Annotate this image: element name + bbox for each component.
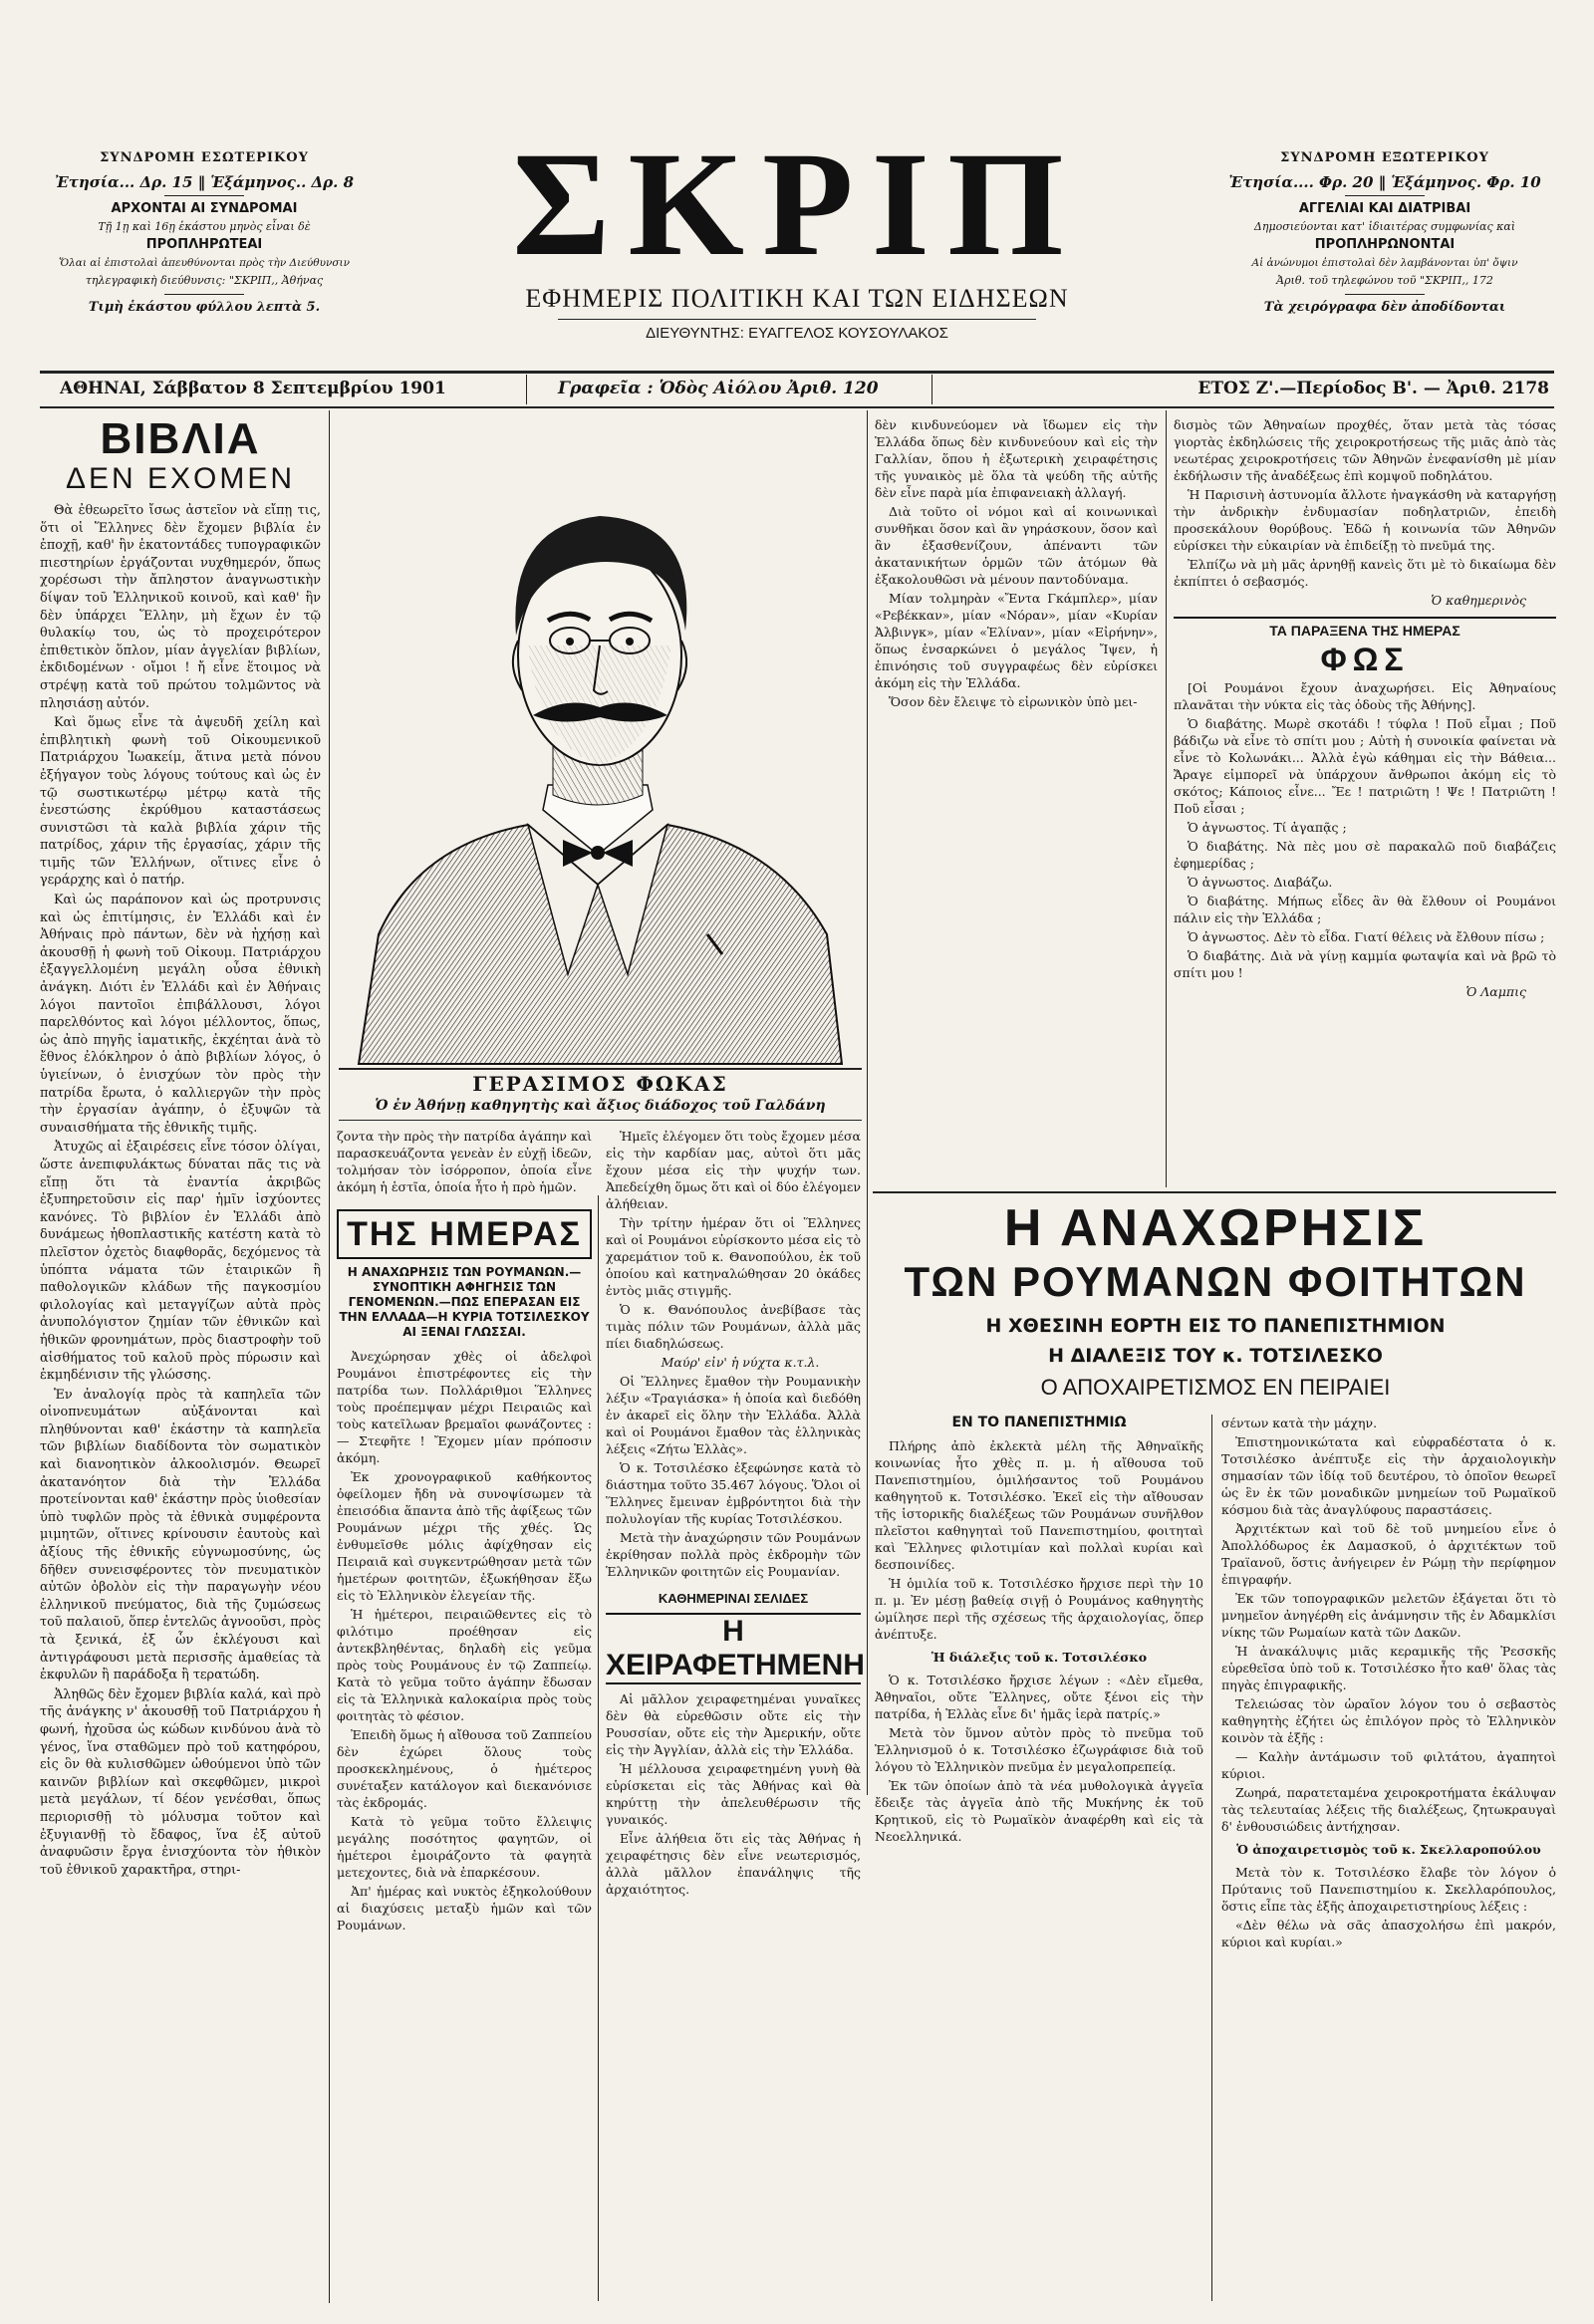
emancipation-paragraph: δὲν κινδυνεύομεν νὰ ἴδωμεν εἰς τὴν Ἑλλάδα ὅπως δὲν κινδυνεύουν καὶ εἰς τὴν Γαλλίαν, ὅπου ἡ ἐξωτερικὴ χειραφέτησις τῆς γυναικὸς μὲ ὅλα τὰ ψεύδη τῆς αὐτῆς δὲν εἶνε παρὰ μία ἐπιφανειακὴ ἀλλαγή. [875,417,1158,500]
column3-paragraph: Ὁ κ. Θανόπουλος ἀνεβίβασε τὰς τιμὰς πόλιν τῶν Ρουμάνων, ἀλλὰ μᾶς πίει διαδηλώσεως. [606,1302,861,1351]
column3-verse: Μαύρ' εἰν' ἡ νύχτα κ.τ.λ. [661,1355,820,1370]
books-paragraph: Καὶ ὅμως εἶνε τὰ ἀψευδῆ χείλη καὶ ἐπιβλητικὴ φωνὴ τοῦ Οἰκουμενικοῦ Πατριάρχου Ἰωακείμ, ἅτινα μετὰ πόνου ἐξήγαγον τοὺς λόγους τούτους καὶ ὡς ἐν τῷ σωστικωτέρῳ μέτρῳ κατὰ τῆς ἐνεστώσης ἐκρύθμου καταστάσεως συνιστῶσι τὰ καλὰ βιβλία χάριν τῆς πατρίδος, χάριν τῆς ἐργασίας, χάριν τῆς τιμῆς τῶν Ἑλλήνων, οἵτινες εἶνε ὁ γεράρχης καὶ ὁ πατήρ. [40,715,321,889]
column3-paragraph: Μετὰ τὴν ἀναχώρησιν τῶν Ρουμάνων ἐκρίθησαν πολλὰ πρὸς ἐκδρομὴν τῶν Ἑλληνικῶν φοιτητῶν εἰς Ρουμανίαν. [606,1530,861,1579]
of-the-day-paragraph: Ἀνεχώρησαν χθὲς οἱ ἀδελφοὶ Ρουμάνοι ἐπιστρέφοντες εἰς τὴν πατρίδα των. Πολλάριθμοι Ἕλληνες τοὺς προέπεμψαν μέχρι Πειραιῶς καὶ τοὺς κατεῖλωαν βρεμαῖοι φωνάζοντες : — Στεφῆτε ! Ἔχομεν μίαν πρόποσιν ἀκόμη. [337,1349,592,1465]
emancipated-paragraph: Ἡ μέλλουσα χειραφετημένη γυνὴ θὰ εὑρίσκεται εἰς τὰς Ἀθήνας καὶ θὰ κηρύττῃ τὴν ἀπελευθέρωσιν τῆς γυναικός. [606,1761,861,1827]
feature-sub-1: Η ΧΘΕΣΙΝΗ ΕΟΡΤΗ ΕΙΣ ΤΟ ΠΑΝΕΠΙΣΤΗΜΙΟΝ [985,1315,1446,1337]
column2-lower [337,1128,592,2303]
column4-upper [1174,416,1556,1188]
right-box-line8: Τὰ χειρόγραφα δὲν ἀποδίδονται [1263,300,1506,315]
dateline-issue: ΕΤΟΣ Ζ'.—Περίοδος Β'. — Ἀριθ. 2178 [1197,379,1549,398]
feature-sub-3: Ο ΑΠΟΧΑΙΡΕΤΙΣΜΟΣ ΕΝ ΠΕΙΡΑΙΕΙ [1040,1375,1391,1400]
feature-paragraph: Ἐπιστημονικώτατα καὶ εὐφραδέστατα ὁ κ. Τοτσιλέσκο ἀνέπτυξε εἰς τὴν ἀρχαιολογικὴν σημασίαν τῶν ἰδίᾳ τοῦ δευτέρου, τὸ ὁποῖον θεωρεῖ ὡς ἓν ἐκ τῶν μοναδικῶν μνημείων τοῦ Ρωμαϊκοῦ κόσμου διὰ τὰς ἀναγλύφους παραστάσεις. [1221,1434,1556,1517]
books-paragraph: Καὶ ὡς παράπονον καὶ ὡς προτρυνσις καὶ ὡς ἐπιτίμησις, ἐν Ἑλλάδι καὶ ἐν Ἀθήναις πρὸ πάντων, δὲν νὰ ἠχήσῃ καὶ ἀκουσθῇ ἡ φωνὴ τοῦ Οἰκουμ. Πατριάρχου ἐξαγγελλομένη μεγάλη οὖσα ἐθνικὴ ἀνάγκη. Διότι ἐν Ἑλλάδι καὶ ἐν Ἀθήναις λόγοι παντοῖοι ἐπιβάλλουσι, λόγοι παρελθόντος καὶ λόγοι μέλλοντος, ὅπως, ὡς ἀπὸ πηγῆς ἰαματικῆς, ἐκχέηται ἀνὰ τὸ ἔθνος ἐλόκληρον ὁ ἀπὸ βιβλίων λόγος, ὁ ὑγιείνων, ὁ ἐνισχύων τὸν πρὸς τὴν πατρίδα ἔρωτα, ὁ καλλιεργῶν τὴν πρὸς τὴν ἐργασίαν ἀγάπην, ὁ ἐξυψῶν τὰ συναισθήματα τῆς ἐθνικῆς τιμῆς. [40,893,321,1136]
feature-paragraph: Μετὰ τὸν ὕμνον αὐτὸν πρὸς τὸ πνεῦμα τοῦ Ἑλληνισμοῦ ὁ κ. Τοτσιλέσκο ἐζωγράφισε διὰ τοῦ λόγου τὸ Ἑλληνικὸν πνεῦμα ἐν μεγαλοπρεπείᾳ. [875,1725,1203,1774]
feature-paragraph: Ὁ κ. Τοτσιλέσκο ἤρχισε λέγων : «Δὲν εἴμεθα, Ἀθηναῖοι, οὔτε Ἕλληνες, οὔτε ξένοι εἰς τὴν πατρίδα, ἡ Ἑλλὰς εἶνε δι' ἡμᾶς ἱερὰ πατρίς.» [875,1673,1203,1721]
lecture-subhead: Ἡ διάλεξις τοῦ κ. Τοτσιλέσκο [930,1650,1148,1665]
of-the-day-paragraph: Κατὰ τὸ γεῦμα τοῦτο ἔλλειψις μεγάλης ποσότητος φαγητῶν, οἱ ἡμέτεροι ἐμοιράζοντο τὰ φαγητὰ μετεχοντες, διὰ νὰ ἐπαρκέσουν. [337,1814,592,1880]
left-box-line7: τηλεγραφικὴ διεύθυνσις: "ΣΚΡΙΠ,, Ἀθήνας [85,274,324,287]
feature-headline-2: ΤΩΝ ΡΟΥΜΑΝΩΝ ΦΟΙΤΗΤΩΝ [904,1258,1527,1305]
of-the-day-paragraph: Ἐκ χρονογραφικοῦ καθήκοντος ὀφείλομεν ἤδη νὰ συνοψίσωμεν τὰ ἐπεισόδια ἅπαντα ἀπὸ τῆς ἀφίξεως τῶν Ρουμάνων μέχρι τῆς χθές. Ὡς ἐνθυμεῖσθε μόλις ἀφίχθησαν εἰς Πειραιᾶ καὶ συγκεντρώθησαν μετὰ τῶν ἡμετέρων φοιτητῶν, ἐξωκήθησαν ἔξω εἰς τὸ Ἐλληνικὸν ἐλεγείαν τῆς. [337,1469,592,1603]
emancipation-paragraph: Ὅσον δὲν ἔλειψε τὸ εἰρωνικὸν ὑπὸ μει- [889,694,1138,709]
books-paragraph: Ἐν ἀναλογίᾳ πρὸς τὰ καπηλεῖα τῶν οἰνοπνευμάτων αὐξάνονται καὶ πληθύνονται καθ' ἑκάστην τὰ καπηλεῖα τῶν βιβλίων διαδίδοντα τὸν σωματικὸν καὶ διανοητικὸν ἀλκοολισμόν. Θεωρεῖ ἀκατανόητον διὰ τὴν Ἑλλάδα προτείνονται καθ' ἑκάστην πρὸς ὑιοθεσίαν ὑπὸ τυφλῶν πρὸς τὰ ἐθνικὰ συμφέροντα μιμητῶν, οἵτινες κρίνουσιν ἑαυτοὺς καὶ ἀξίους τῆς ἐθνικῆς εὐγνωμοσύνης, ὡς δῆθεν συνεισφέροντες τὸν πνευματικὸν αὐτῶν ὀβολὸν εἰς τὴν παραγωγὴν νέου ἑλληνικοῦ πνεύματος, διὰ τῆς ζυμώσεως τοῦ παλαιοῦ, ὅπερ ἐντελῶς ἀγνοοῦσι, πρὸς τὰ ξενικά, ἐξ ὧν ἐκλέγουσι καὶ ἀντιγράφουσι μετὰ περισσῆς ἀμαθείας τὰ ἐκφυλῶν ἢ παράδοξα ἢ τερατώδη. [40,1387,321,1683]
feature-paragraph: Μετὰ τὸν κ. Τοτσιλέσκο ἔλαβε τὸν λόγον ὁ Πρύτανις τοῦ Πανεπιστημίου κ. Σκελλαρόπουλος, ὅστις εἶπε τὰς ἑξῆς ἀποχαιρετιστηρίους λέξεις : [1221,1865,1556,1914]
article-books [40,416,321,2305]
books-headline-2: ΔΕΝ ΕΧΟΜΕΝ [65,462,296,495]
of-the-day-paragraph: Ἡ ἡμέτεροι, πειραιῶθεντες εἰς τὸ φιλότιμο προέθησαν εἰς ἀντεκβληθέντας, δηλαδὴ εἰς γεῦμα πρὸς τοὺς Ρουμάνους ἐν τῷ Ζαππείῳ. Κατὰ τὸ γεῦμα τοῦτο ἀγάπην ἔδωσαν εἰς τὰ Ἑλληνικὰ καλοκαίρια πρὸς τοὺς φοιτητὰς τὸ φέσιον. [337,1607,592,1723]
light-paragraph: Ὁ διαβάτης. Μήπως εἶδες ἂν θὰ ἔλθουν οἱ Ρουμάνοι πάλιν εἰς τὴν Ἑλλάδα ; [1174,894,1556,925]
masthead-director: ΔΙΕΥΘΥΝΤΗΣ: ΕΥΑΓΓΕΛΟΣ ΚΟΥΣΟΥΛΑΚΟΣ [646,325,948,342]
light-paragraph: Ὁ ἀγνωστος. Δὲν τὸ εἶδα. Γιατί θέλεις νὰ ἔλθουν πίσω ; [1188,929,1545,944]
feature-paragraph: Ἡ ὁμιλία τοῦ κ. Τοτσιλέσκο ἤρχισε περὶ τὴν 10 π. μ. Ἐν μέσῃ βαθείᾳ σιγῇ ὁ Ρουμάνος καθηγητὴς ὡμίλησε περὶ τῆς σχέσεως τῆς ἀρχαιολογίας, ὅπερ ἀνέπτυξε. [875,1576,1203,1642]
oddities-section: ΤΑ ΠΑΡΑΞΕΝΑ ΤΗΣ ΗΜΕΡΑΣ [1269,623,1461,639]
right-box-line2: Ἐτησία.... Φρ. 20 ‖ Ἑξάμηνος. Φρ. 10 [1228,173,1541,191]
feature-paragraph: Τελειώσας τὸν ὡραῖον λόγον του ὁ σεβαστὸς καθηγητὴς ἐζήτει ὡς ἐπιλόγον πρὸς τὸ Ἑλληνικὸν κοινὸν τὰ ἑξῆς : [1221,1696,1556,1745]
of-the-day-heads: Η ΑΝΑΧΩΡΗΣΙΣ ΤΩΝ ΡΟΥΜΑΝΩΝ.—ΣΥΝΟΠΤΙΚΗ ΑΦΗΓΗΣΙΣ ΤΩΝ ΓΕΝΟΜΕΝΩΝ.—ΠΩΣ ΕΠΕΡΑΣΑΝ ΕΙΣ ΤΗΝ ΕΛΛΑΔΑ—Η ΚΥΡΙΑ ΤΟΤΣΙΛΕΣΚΟΥ ΑΙ ΞΕΝΑΙ ΓΛΩΣΣΑΙ. [339,1265,590,1339]
dateline-date: ΑΘΗΝΑΙ, Σάββατον 8 Σεπτεμβρίου 1901 [60,379,446,398]
intro-paragraph: ζοντα τὴν πρὸς τὴν πατρίδα ἀγάπην καὶ παρασκευάζοντα γενεὰν ἐν εὐχῇ ἰδεῶν, τολμήσαν τὸν ἰσόρροπον, ὁποία εἶνε ἀκόμη ἡ ἑστῖα, ὁποία ἦτο ἡ πρὸ ἡμῶν. [337,1129,592,1194]
daily-pages-section: ΚΑΘΗΜΕΡΙΝΑΙ ΣΕΛΙΔΕΣ [658,1591,809,1606]
left-box-line3: ΑΡΧΟΝΤΑΙ ΑΙ ΣΥΝΔΡΟΜΑΙ [111,201,298,216]
left-box-line8: Τιμὴ ἑκάστου φύλλου λεπτὰ 5. [88,300,321,315]
column3-lower [606,1128,865,1897]
column4-signature: Ὁ καθημερινὸς [1431,593,1526,608]
column4-paragraph: Ἐλπίζω νὰ μὴ μᾶς ἀρνηθῇ κανεὶς ὅτι μὲ τὸ δικαίωμα δὲν ἐκπίπτει ὁ σεβασμός. [1174,557,1556,589]
of-the-day-paragraph: Ἐπειδὴ ὅμως ἡ αἴθουσα τοῦ Ζαππείου δὲν ἐχώρει ὅλους τοὺς προσκεκλημένους, ὁ ἡμέτερος συνέταξεν κατάλογον καὶ διεκανόνισε τὰς ἐκδρομάς. [337,1727,592,1810]
feature-paragraph: — Καλὴν ἀντάμωσιν τοῦ φιλτάτου, ἀγαπητοὶ κύριοι. [1221,1749,1556,1781]
right-box-line4: Δημοσιεύονται κατ' ἰδιαιτέρας συμφωνίας καὶ [1253,220,1516,233]
column3-paragraph: Οἱ Ἕλληνες ἔμαθον τὴν Ρουμανικὴν λέξιν «Τραγιάσκα» ἡ ὁποία καὶ διεδόθη ἐν ἀκαρεῖ εἰς ὅλην τὴν Ἑλλάδα. Ἀλλὰ καὶ οἱ Ρουμάνοι ἔμαθον τὰς ἑλληνικὰς λέξεις «Ζήτω Ἑλλὰς». [606,1374,861,1456]
right-box-line1: ΣΥΝΔΡΟΜΗ ΕΞΩΤΕΡΙΚΟΥ [1280,150,1489,165]
of-the-day-title: ΤΗΣ ΗΜΕΡΑΣ [347,1215,582,1253]
feature-sub-2: Η ΔΙΑΛΕΞΙΣ ΤΟΥ κ. ΤΟΤΣΙΛΕΣΚΟ [1048,1345,1383,1367]
column3-upper [875,416,1158,1183]
farewell-subhead: Ὁ ἀποχαιρετισμὸς τοῦ κ. Σκελλαροπούλου [1236,1842,1541,1857]
light-paragraph: [Οἱ Ρουμάνοι ἔχουν ἀναχωρήσει. Εἰς Ἀθηναίους πλανᾶται τὴν νύκτα εἰς τὰς ὁδοὺς τῆς Ἀθήνης]. [1174,680,1556,712]
university-subhead: ΕΝ ΤΟ ΠΑΝΕΠΙΣΤΗΜΙΩ [951,1415,1127,1430]
column3-paragraph: Ὁ κ. Τοτσιλέσκο ἐξεφώνησε κατὰ τὸ διάστημα τοῦτο 35.467 λόγους. Ὅλοι οἱ Ἕλληνες ἔμειναν ἐμβρόντητοι διὰ τὴν πολυλογίαν τῆς κυρίας Τοτσιλέσκου. [606,1460,861,1526]
light-paragraph: Ὁ διαβάτης. Διὰ νὰ γίνῃ καμμία φωταψία καὶ νὰ βρῶ τὸ σπίτι μου ! [1174,948,1556,980]
left-subscription-box [40,149,369,317]
emancipated-paragraph: Αἱ μᾶλλον χειραφετημέναι γυναῖκες δὲν θὰ εὑρεθῶσιν οὔτε εἰς τὴν Ρουσσίαν, οὔτε εἰς τὴν Ἀμερικήν, οὔτε εἰς τὴν Ἀγγλίαν, ἀλλὰ εἰς τὴν Ἑλλάδα. [606,1691,861,1757]
portrait-caption: Ὁ ἐν Ἀθήνῃ καθηγητὴς καὶ ἄξιος διάδοχος τοῦ Γαλδάνη [375,1098,826,1114]
right-box-line5: ΠΡΟΠΛΗΡΩΝΟΝΤΑΙ [1314,237,1456,252]
light-paragraph: Ὁ διαβάτης. Νὰ πὲς μου σὲ παρακαλῶ ποῦ διαβάζεις ἐφημερίδας ; [1174,839,1556,871]
left-box-line4: Τῇ 1ῃ καὶ 16ῃ ἑκάστου μηνὸς εἶναι δὲ [98,220,311,233]
column3-paragraph: Τὴν τρίτην ἡμέραν ὅτι οἱ Ἕλληνες καὶ οἱ Ρουμάνοι εὑρίσκοντο μέσα εἰς τὸ χαρεμάτιον τοῦ κ. Θανοπούλου, ἐκ τοῦ ὁποίου καὶ κατηναλώθησαν 20 ὀκάδες ἐντὸς μιᾶς στιγμῆς. [606,1215,861,1298]
portrait-name: ΓΕΡΑΣΙΜΟΣ ΦΩΚΑΣ [472,1072,728,1096]
masthead-subtitle: ΕΦΗΜΕΡΙΣ ΠΟΛΙΤΙΚΗ ΚΑΙ ΤΩΝ ΕΙΔΗΣΕΩΝ [525,284,1069,313]
feature-paragraph: Ἀρχιτέκτων καὶ τοῦ δὲ τοῦ μνημείου εἶνε ὁ Ἀπολλόδωρος ἐκ Δαμασκοῦ, ὁ ἀρχιτέκτων τοῦ Τραϊανοῦ, ὅστις ἀνήγειρεν ἐν Ρώμῃ τὴν περίφημον ἐπιγραφήν. [1221,1521,1556,1587]
of-the-day-paragraph: Ἀπ' ἡμέρας καὶ νυκτὸς ἐξηκολούθουν αἱ διαχύσεις μεταξὺ ἡμῶν καὶ τῶν Ρουμάνων. [337,1884,592,1933]
feature-paragraph: Ἐκ τῶν ὁποίων ἀπὸ τὰ νέα μυθολογικὰ ἀγγεῖα ἔδειξε τὰς ἀγγεῖα ἀπὸ τῆς Μυκήνης ἐκ τοῦ Κρητικοῦ, εἰς τὸ Ρωμαϊκὸν ἀναφέρθη καὶ εἰς τὰ Νεοελληνικά. [875,1778,1203,1844]
left-box-line1: ΣΥΝΔΡΟΜΗ ΕΣΩΤΕΡΙΚΟΥ [100,150,309,165]
right-box-line3: ΑΓΓΕΛΙΑΙ ΚΑΙ ΔΙΑΤΡΙΒΑΙ [1298,201,1471,216]
column4-paragraph: Ἡ Παρισινὴ ἀστυνομία ἄλλοτε ἠναγκάσθη νὰ καταργήσῃ τὴν ἀνδρικὴν ἐνδυμασίαν ποδηλατριῶν, ἐπειδὴ προσεκάλουν θορύβους. Ἐδῶ ἡ κοινωνία τῶν Ἀθηνῶν εὑρίσκει τὴν εὐκαιρίαν νὰ ἐπιδείξῃ τὸ πνεῦμά της. [1174,487,1556,553]
feature-article [875,1199,1556,1403]
portrait-engraving [339,416,857,1064]
books-body [40,502,321,2305]
right-box-line6: Αἱ ἀνώνυμοι ἐπιστολαὶ δὲν λαμβάνονται ὑπ' ὄψιν [1251,257,1518,269]
left-box-line2: Ἐτησία... Δρ. 15 ‖ Ἑξάμηνος.. Δρ. 8 [54,173,355,191]
feature-right-column [1221,1415,1556,2301]
column3-paragraph: Ἡμεῖς ἐλέγομεν ὅτι τοὺς ἔχομεν μέσα εἰς τὴν καρδίαν μας, αὐτοὶ ὅτι μᾶς ἔχουν μέσα εἰς τὴν ψυχήν των. Ἀπεδείχθη ὅμως ὅτι καὶ οἱ δύο ἐλέγομεν ἀλήθειαν. [606,1129,861,1211]
books-headline-1: ΒΙΒΛΙΑ [100,414,261,463]
feature-paragraph: Ἐκ τῶν τοπογραφικῶν μελετῶν ἐξάγεται ὅτι τὸ μνημεῖον ἀνηγέρθη εἰς ἀνάμνησιν τῆς ἐν Ἀδαμκλίσι νίκης τῶν Ρωμαίων κατὰ τῶν Δακῶν. [1221,1591,1556,1640]
emancipation-paragraph: Διὰ τοῦτο οἱ νόμοι καὶ αἱ κοινωνικαὶ συνθῆκαι ὅσον καὶ ἂν γηράσκουν, ὅσον καὶ ἂν ἐξασθενίζουν, ἀπέναντι τῶν ἀκατανικήτων ὁρμῶν τῶν ἀτόμων θὰ ἐξακολουθῶσι νὰ μένουν παντοδύναμα. [875,504,1158,587]
portrait-illustration [339,416,857,1064]
books-paragraph: Θὰ ἐθεωρεῖτο ἴσως ἀστεῖον νὰ εἴπῃ τις, ὅτι οἱ Ἕλληνες δὲν ἔχομεν βιβλία ἐν ἐποχῇ, καθ' ἣν ἑκατοντάδες τυπογραφικῶν πιεστηρίων ἐργάζονται νυχθημερόν, ὅπως χορέσωσι τὴν ἄπληστον ἀναγνωστικὴν δίψαν τοῦ Ἑλληνικοῦ κοινοῦ, καὶ καθ' ἣν δὲν ὑπάρχει Ἕλλην, μὴ ἔχων ἐν τῷ θυλακίῳ του, ὡς τὸ προχειρότερον ἐπιθετικὸν ὅπλον, μίαν ἀγγελίαν βιβλίων, ἐκδιδομένων · οἴμοι ! ἤ εἶνε ἕτοιμος νὰ στρέψῃ κατὰ τοῦ πρώτου τολμῶντος νὰ πλησιάσῃ αὐτόν. [40,503,321,711]
light-paragraph: Ὁ διαβάτης. Μωρὲ σκοτάδι ! τύφλα ! Ποῦ εἶμαι ; Ποῦ βάδιζω νὰ εἶνε τὸ σπίτι μου ; Αὐτὴ ἡ συνοικία φαίνεται νὰ εἶνε τὸ Κολωνάκι... Ἀλλὰ ἐγὼ κάθημαι εἰς τὴν Βάθεια... Ἄραγε εἰμπορεῖ νὰ ὑπάρχουν ἄνθρωποι ἀκόμη εἰς τὸ σκότος; Κάποιος εἶνε... Ἔε ! πατριῶτη ! Ψε ! Πατριῶτη ! Ποῦ εἶσαι ; [1174,716,1556,816]
column4-paragraph: δισμὸς τῶν Ἀθηναίων προχθές, ὅταν μετὰ τὰς τόσας γιορτὰς ἐκδηλώσεις τῆς χειροκροτήσεως τῆς μιᾶς ἀπὸ τὰς νεωτέρας χειροκροτήσεις τῶν Ἀθηνῶν ἐνεφανίσθη μὲ μίαν ἐκδήλωσιν τῆς ἀναδέξεως ἐπὶ κομψοῦ ποδηλάτου. [1174,417,1556,483]
left-box-line6: Ὅλαι αἱ ἐπιστολαὶ ἀπευθύνονται πρὸς τὴν Διεύθυνσιν [58,257,351,269]
light-title: ΦΩΣ [1320,642,1410,677]
feature-paragraph: Ζωηρά, παρατεταμένα χειροκροτήματα ἐκάλυψαν τὰς τελευταίας λέξεις τῆς διαλέξεως, ζητωκραυγαὶ δ' ἐνθουσιώδεις ἀντήχησαν. [1221,1785,1556,1834]
feature-paragraph: σέντων κατὰ τὴν μάχην. [1221,1416,1378,1430]
feature-paragraph: Πλήρης ἀπὸ ἐκλεκτὰ μέλη τῆς Ἀθηναϊκῆς κοινωνίας ἦτο χθὲς π. μ. ἡ αἴθουσα τοῦ Πανεπιστημίου, ὁμιλήσαντος τοῦ Ρουμάνου καθηγητοῦ κ. Τοτσιλέσκο. Ἐκεῖ εἰς τὴν αἴθουσαν τῆς ἱστορικῆς διαλέξεως τῶν Ρουμάνων συνῆλθον πλεῖστοι καθηγηταὶ τοῦ Πανεπιστημίου, φοιτηταὶ καὶ Ἕλληνες φιλοτιμίαν καὶ πολλαὶ κυρίαι καὶ δεσποινίδες. [875,1438,1203,1572]
right-box-line7: Ἀριθ. τοῦ τηλεφώνου τοῦ "ΣΚΡΙΠ,, 172 [1276,274,1493,287]
books-paragraph: Ἀτυχῶς αἱ ἐξαιρέσεις εἶνε τόσον ὀλίγαι, ὥστε ἀνεπιφυλάκτως δύναται πᾶς τις νὰ εἴπῃ ὅτι τὰ ἐναντία ἀκριβῶς ἐξυπηρετοῦσιν εἰς παρ' ἡμῖν ἰσχύοντες κανόνες. Τὸ βιβλίον ἐν Ἑλλάδι ἀπὸ δυνάμεως ἠθοπλαστικῆς κατέστη κατὰ τὸ πλεῖστον ὀχετὸς διαφθορᾶς, δεχόμενος τὰ ὑπόπτα νάματα τῶν ἑταιρικῶν ἢ παθολογικῶν κλάδων τῆς παγκοσμίου φιλολογίας καὶ μεταγγίζων αὐτὰ πρὸς ἀνυπολόγιστον ζημίαν τῶν ἐθνικῶν καὶ ἠθικῶν φρονημάτων, πρὸς διαστροφὴν τοῦ αἰσθήματος τοῦ καλοῦ πρὸς πύρωσιν καὶ ἐκμηδένισιν τῆς γλώσσης. [40,1140,321,1384]
feature-paragraph: Ἡ ἀνακάλυψις μιᾶς κεραμικῆς τῆς Ῥεσσκῆς εὑρεθεῖσα ὑπὸ τοῦ κ. Τοτσιλέσκο ἦτο καθ' ὅλας τὰς πηγὰς ἐπιγραφικῆς. [1221,1644,1556,1692]
masthead-title-text: ΣΚΡΙΠ [512,122,1082,287]
light-signature: Ὁ Λαμπις [1465,984,1526,999]
books-paragraph: Ἀληθῶς δὲν ἔχομεν βιβλία καλά, καὶ πρὸ τῆς ἀνάγκης ν' ἀκουσθῇ τοῦ Πατριάρχου ἡ φωνή, ἠχοῦσα ὡς κώδων κινδύνου ἀνὰ τὸ γένος, ἵνα σταθῶμεν πρὸ τοῦ κατηφόρου, εἰς ὃν θὰ κυλισθῶμεν ὡθούμενοι ὑπὸ τῶν καινῶν βιβλίων καὶ σκεφθῶμεν, μικροὶ μετὰ μεγάλων, τί δέον γενέσθαι, ὅπως περιορισθῇ τὸ μόλυσμα τοῦτον καὶ ἐξυγιανθῇ τὸ ἔδαφος, ἵνα ἐξ αὐτοῦ ἀναφυῶσιν ἔργα ἐνισχύοντα τὸν ἠθικὸν τοῦ ἐθνικοῦ χαρακτῆρα, στηρι- [40,1686,321,1878]
dateline-office: Γραφεῖα : Ὁδὸς Αἰόλου Ἀριθ. 120 [558,379,879,398]
feature-headline-1: Η ΑΝΑΧΩΡΗΣΙΣ [1003,1199,1428,1257]
light-paragraph: Ὁ ἀγνωστος. Διαβάζω. [1188,875,1333,890]
masthead-title [408,122,1186,287]
light-paragraph: Ὁ ἀγνωστος. Τί ἀγαπᾷς ; [1188,820,1347,835]
feature-left-column [875,1415,1203,2301]
emancipated-headline: Η ΧΕΙΡΑΦΕΤΗΜΕΝΗ [606,1613,861,1684]
feature-paragraph: «Δὲν θέλω νὰ σᾶς ἀπασχολήσω ἐπὶ μακρόν, κύριοι καὶ κυρίαι.» [1221,1918,1556,1949]
emancipation-paragraph: Μίαν τολμηρὰν «Ἔντα Γκάμπλερ», μίαν «Ρεβέκκαν», μίαν «Νόραν», μίαν «Κυρίαν Ἀλβινγκ», μίαν «Ἑλίναν», μίαν «Εἰρήνην», ὅπως ἐνσαρκώνει ὁ μεγάλος Ἴψεν, ἡ ἐπινόησις τοῦ συγγραφέως δὲν εὑρίσκει ἀκόμη εἰς τὴν Ἑλλάδα. [875,591,1158,690]
right-subscription-box [1215,149,1554,317]
emancipated-paragraph: Εἶνε ἀλήθεια ὅτι εἰς τὰς Ἀθήνας ἡ χειραφέτησις δὲν εἶνε νεωτερισμός, ἀλλὰ μᾶλλον ἐπανάληψις τῆς ἀρχαιότητος. [606,1831,861,1897]
left-box-line5: ΠΡΟΠΛΗΡΩΤΕΑΙ [145,237,263,252]
